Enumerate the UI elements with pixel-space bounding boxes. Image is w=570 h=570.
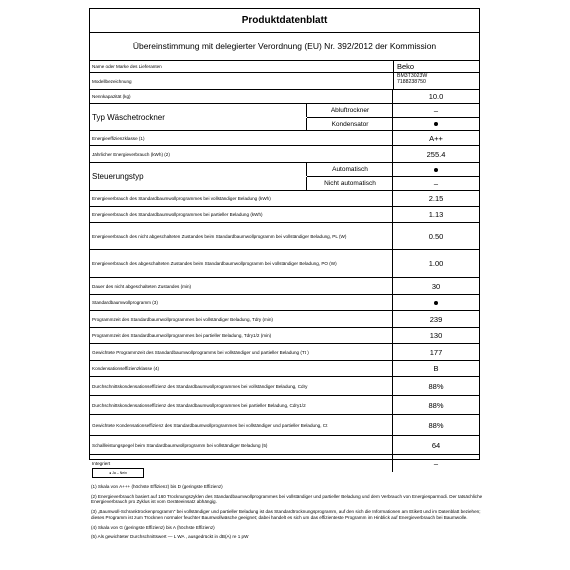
yes-dot-icon [434,168,438,172]
data-table [90,60,479,472]
row-value: 88% [392,415,479,435]
row-label: Integriert [92,461,111,466]
row-label: Nennkapazität (kg) [92,94,131,99]
product-data-sheet [89,8,480,468]
row-value: Beko [393,60,479,72]
row-value: 255.4 [392,146,479,162]
table-row-time-partial [90,328,479,344]
table-row-dryer-type [90,104,479,131]
table-row-left-on-duration [90,278,479,295]
footnote: (3) „Baumwoll-Schranktrockenprogramm" bei vollständiger und partieller Beladung ist das Standardtrocknungsprogramm, auf den sich die Informationen am Etikett und im Datenblatt beziehen; dieses Programm ist zum Trocknen normaler feuchter Baumwollwäsche geeignet; dabei handelt es sich um das effizienteste Programm im Hinblick auf Energieverbrauch bei Baumwolle. [91,509,481,520]
table-row-time-weighted [90,344,479,361]
table-row-annual-energy [90,146,479,163]
table-row-control-type [90,163,479,191]
table-row-supplier [90,60,479,73]
table-row-cond-class [90,361,479,377]
row-value: 1.13 [392,207,479,222]
row-value: 10.0 [392,90,479,103]
row-value: B [392,361,479,376]
table-row-left-on-mode [90,250,479,278]
option-label: Nicht automatisch [306,177,393,190]
row-value: 177 [392,344,479,360]
row-label: Durchschnittskondensationseffizienz des Standardbaumwollprogrammes bei partieller Beladung, Cdry1/2 [92,402,306,408]
row-value: A++ [392,131,479,145]
row-value: 30 [392,278,479,294]
row-value: 64 [392,436,479,454]
footnote: (4) Skala von G (geringste Effizienz) bis A (höchste Effizienz) [91,524,215,530]
table-row-energy-full [90,191,479,207]
row-label: Kondensationseffizienzklasse (4) [92,366,160,371]
table-row-off-mode [90,223,479,250]
row-value: – [392,455,479,472]
table-row-energy-class [90,131,479,146]
table-row-integrated [90,455,479,472]
row-label: Schallleistungspegel beim Standardbaumwollprogramm bei vollständiger Beladung (5) [92,442,268,448]
option-label: Kondensator [306,118,393,130]
row-value [392,295,479,310]
row-label: Gewichtete Programmzeit des Standardbaumwollprogramms bei vollständiger und partieller Beladung (Tt ) [92,349,309,355]
model-line-1: BM3T3023W [397,73,428,79]
row-label: Standardbaumwollprogramm (3) [92,300,158,305]
row-label: Gewichtete Kondensationseffizienz des Standardbaumwollprogrammes bei vollständiger und partieller Beladung, Ct [92,422,328,428]
option-value: – [392,104,479,117]
row-label: Energieverbrauch des nicht abgeschalteten Zustandes beim Standardbaumwollprogramm bei vollständiger Beladung, PL (W) [92,233,347,239]
yes-dot-icon [434,301,438,305]
footnote: (2) Energieverbrauch basiert auf 160 Trocknungszyklen des Standardbaumwollprogrammes bei vollständiger und partieller Beladung und dem Verbrauch von Energiesparmodi. Der tatsächliche Energieverbrauch pro Zyklus ist vom Geräteeinsatz abhängig. [91,493,483,505]
row-label: Jährlicher Energieverbrauch (kWh) (2) [92,151,170,157]
yes-dot-icon [434,122,438,126]
row-value: 2.15 [392,191,479,206]
row-label: Typ Wäschetrockner [92,112,165,122]
row-label: Energieverbrauch des Standardbaumwollprogrammes bei partieller Beladung (kWh) [92,212,263,217]
legend-box: ● Ja – Nein [92,468,144,478]
row-value [393,73,479,89]
table-row-capacity [90,90,479,104]
table-row-time-full [90,311,479,328]
row-label: Programmzeit des Standardbaumwollprogrammes bei partieller Beladung, Tdry1/2 (min) [92,333,272,338]
option-label: Abluftrockner [306,104,393,117]
option-value [392,118,479,130]
row-label: Dauer des nicht abgeschalteten Zustandes (min) [92,283,192,289]
table-row-std-program [90,295,479,311]
table-row-cond-partial [90,396,479,415]
row-label: Energieeffizienzklasse (1) [92,135,145,141]
option-value: – [392,177,479,190]
row-label: Modellbezeichnung [92,78,132,84]
row-value: 88% [392,396,479,414]
row-label: Energieverbrauch des Standardbaumwollprogrammes bei vollständiger Beladung (kWh) [92,196,271,201]
option-label: Automatisch [306,163,393,176]
row-value: 1.00 [392,250,479,277]
row-value: 130 [392,328,479,343]
row-label: Name oder Marke des Lieferanten [92,63,162,69]
footnote: (5) Als gewichteter Durchschnittswert — L WA , ausgedrückt in dB(A) re 1 pW [91,534,249,540]
row-value: 88% [392,377,479,395]
row-value: 0.50 [392,223,479,249]
table-row-energy-partial [90,207,479,223]
row-label: Steuerungstyp [92,172,144,181]
sheet-title: Produktdatenblatt [90,9,479,33]
table-row-cond-weighted [90,415,479,436]
row-value: 239 [392,311,479,327]
table-row-noise [90,436,479,455]
model-line-2: 7188238750 [397,79,426,85]
row-label: Durchschnittskondensationseffizienz des Standardbaumwollprogrammes bei vollständiger Beladung, Cdry [92,383,308,389]
table-row-model [90,73,479,90]
row-label: Energieverbrauch des abgeschalteten Zustandes beim Standardbaumwollprogramm bei vollständiger Beladung, PO (W) [92,261,337,266]
footnote: (1) Skala von A+++ (höchste Effizienz) bis D (geringste Effizienz) [91,484,223,489]
footnotes [91,484,491,544]
sheet-subtitle: Übereinstimmung mit delegierter Verordnung (EU) Nr. 392/2012 der Kommission [90,32,479,61]
row-label: Programmzeit des Standardbaumwollprogrammes bei vollständiger Beladung, Tdry (min) [92,316,273,322]
option-value [392,163,479,176]
table-row-cond-full [90,377,479,396]
